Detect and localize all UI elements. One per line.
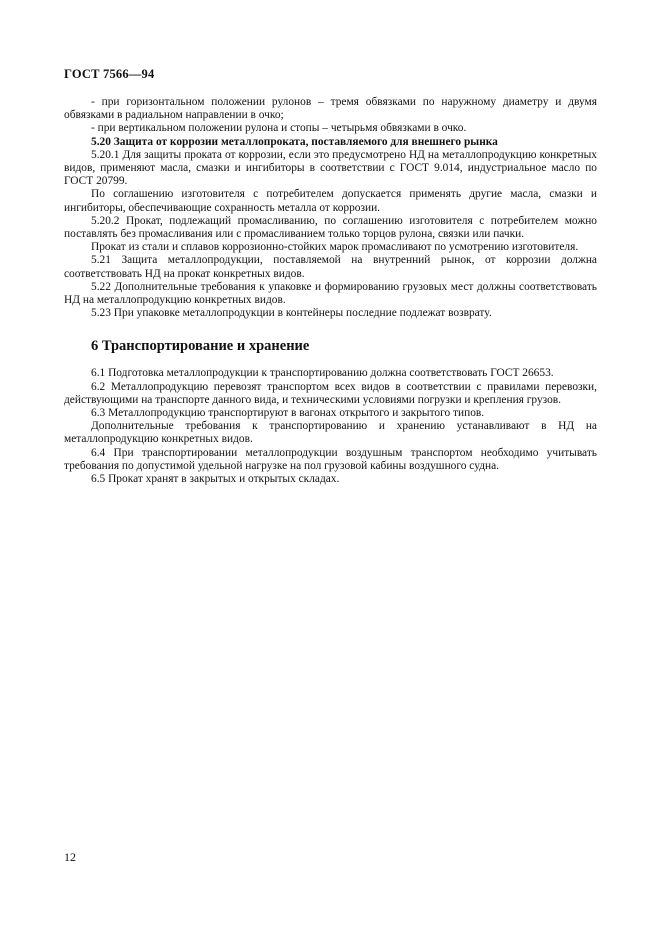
paragraph: 5.23 При упаковке металлопродукции в контейнеры последние подлежат возврату. [91,307,492,320]
paragraph: По соглашению изготовителя с потребителем допускается применять другие масла, смазки и ингибиторы, обеспечивающие сохранность металла от коррозии. [64,188,597,214]
paragraph: 6.2 Металлопродукцию перевозят транспортом всех видов в соответствии с правилами перевозки, действующими на транспорте данного вида, и техническими условиями погрузки и крепления грузов. [64,380,597,406]
paragraph: 5.21 Защита металлопродукции, поставляемой на внутренний рынок, от коррозии должна соответствовать НД на прокат конкретных видов. [64,254,597,280]
paragraph: 6.3 Металлопродукцию транспортируют в вагонах открытого и закрытого типов. [91,407,485,420]
paragraph: - при горизонтальном положении рулонов – тремя обвязками по наружному диаметру и двумя обвязками в радиальном направлении в очко; [64,96,597,122]
section-title: 6 Транспортирование и хранение [91,338,310,355]
paragraph: 5.20.1 Для защиты проката от коррозии, если это предусмотрено НД на металлопродукцию конкретных видов, применяют масла, смазки и ингибиторы в соответствии с ГОСТ 9.014, индустриальное масло по ГОСТ 20799. [64,148,597,188]
paragraph: - при вертикальном положении рулона и стопы – четырьмя обвязками в очко. [91,122,467,135]
paragraph: 5.22 Дополнительные требования к упаковке и формированию грузовых мест должны соответствовать НД на металлопродукцию конкретных видов. [64,280,597,307]
paragraph: Дополнительные требования к транспортированию и хранению устанавливают в НД на металлопродукцию конкретных видов. [64,420,597,446]
subsection-heading: 5.20 Защита от коррозии металлопроката, поставляемого для внешнего рынка [91,135,498,148]
document-header: ГОСТ 7566—94 [64,67,155,81]
page-number: 12 [64,850,76,864]
document-body [64,96,597,486]
paragraph: Прокат из стали и сплавов коррозионно-стойких марок промасливают по усмотрению изготовителя. [91,241,579,254]
paragraph: 6.1 Подготовка металлопродукции к транспортированию должна соответствовать ГОСТ 26653. [91,367,554,380]
paragraph: 6.5 Прокат хранят в закрытых и открытых складах. [91,473,340,486]
paragraph: 5.20.2 Прокат, подлежащий промасливанию, по соглашению изготовителя с потребителем можно поставлять без промасливания или с промасливанием только торцов рулона, связки или пачки. [64,214,597,241]
paragraph: 6.4 При транспортировании металлопродукции воздушным транспортом необходимо учитывать требования по допустимой удельной нагрузке на пол грузовой кабины воздушного судна. [64,446,597,472]
